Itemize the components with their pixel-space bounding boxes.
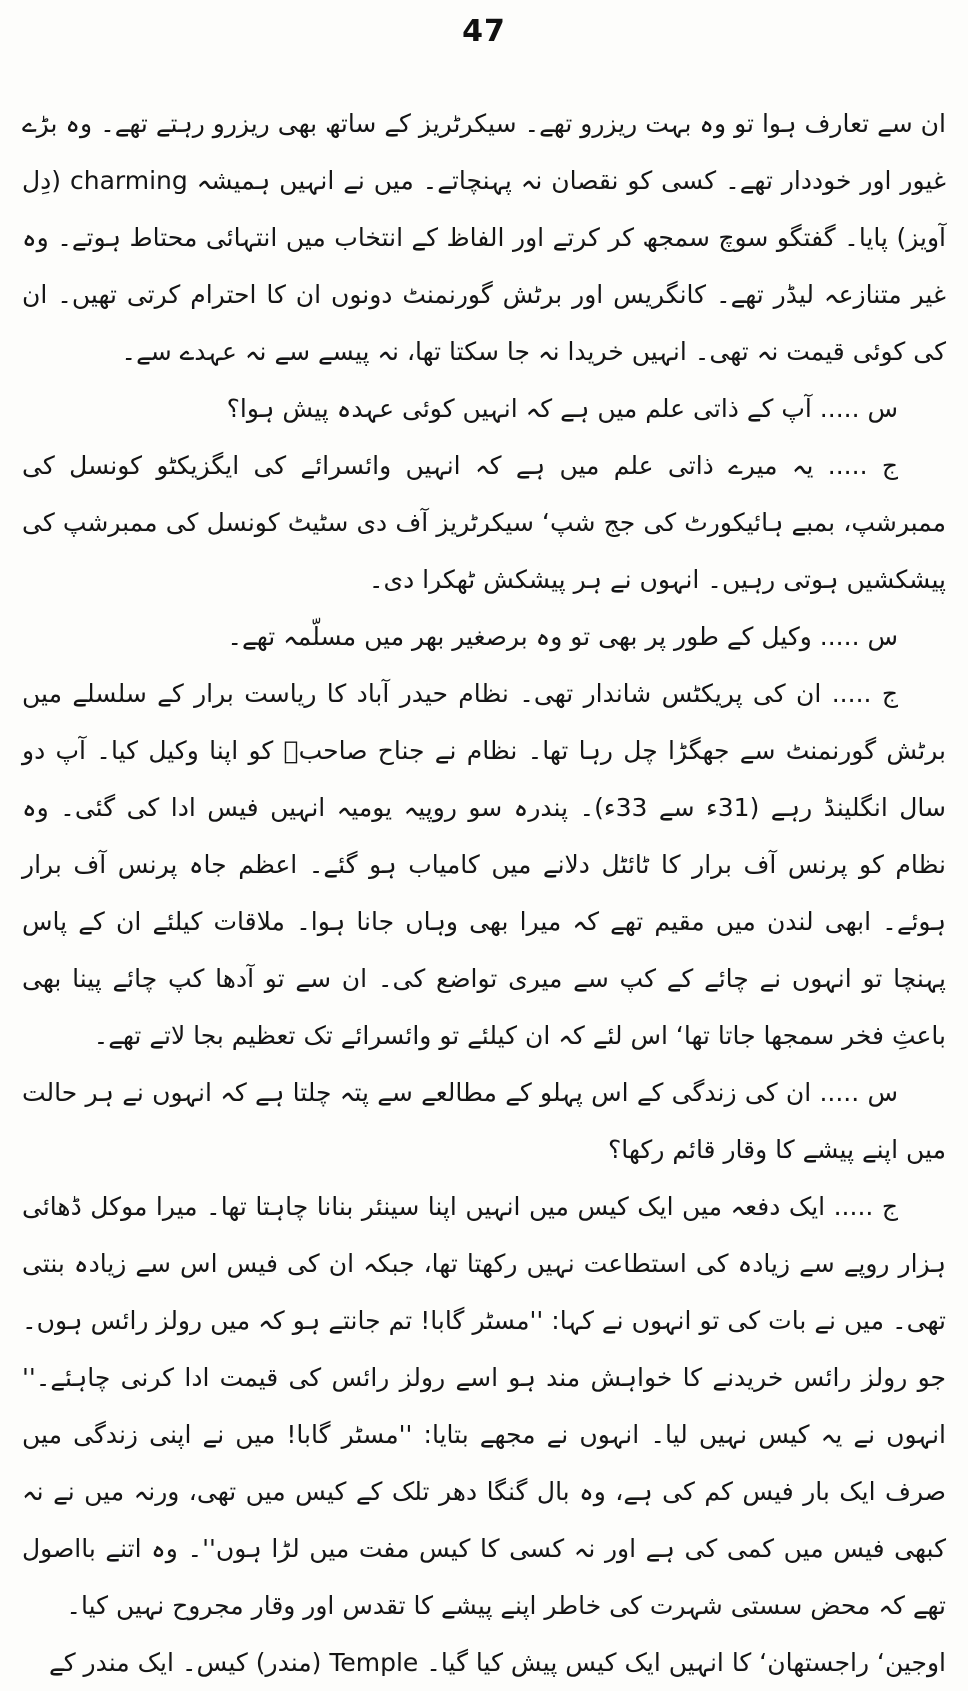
paragraph-answer: ج ..... یہ میرے ذاتی علم میں ہے کہ انہیں وائسرائے کی ایگزیکٹو کونسل کی ممبرشپ، بمبے ہائیکورٹ کی جج شپ‘ سیکرٹریز آف دی سٹیٹ کونسل کی ممبرشپ کی پیشکشیں ہوتی رہیں۔ انہوں نے ہر پیشکش ٹھکرا دی۔ bbox=[22, 451, 946, 594]
page-number: 47 bbox=[462, 14, 506, 49]
paragraph-continuation: اوجین‘ راجستھان‘ کا انہیں ایک کیس پیش کیا گیا۔ Temple (مندر) کیس۔ ایک مندر کے bbox=[49, 1648, 946, 1677]
paragraph-question: س ..... آپ کے ذاتی علم میں ہے کہ انہیں کوئی عہدہ پیش ہوا؟ bbox=[226, 394, 898, 423]
paragraph-answer: ج ..... ایک دفعہ میں ایک کیس میں انہیں اپنا سینئر بنانا چاہتا تھا۔ میرا موکل ڈھائی ہزار روپے سے زیادہ کی استطاعت نہیں رکھتا تھا، جبکہ ان کی فیس اس سے زیادہ بنتی تھی۔ میں نے بات کی تو انہوں نے کہا: ''مسٹر گابا! تم جانتے ہو کہ میں رولز رائس ہوں۔ جو رولز رائس خریدنے کا خواہش مند ہو اسے رولز رائس کی قیمت ادا کرنی چاہئے۔'' انہوں نے یہ کیس نہیں لیا۔ انہوں نے مجھے بتایا: ''مسٹر گابا! میں نے اپنی زندگی میں صرف ایک بار فیس کم کی ہے، وہ بال گنگا دھر تلک کے کیس میں تھی، ورنہ میں نے نہ کبھی فیس میں کمی کی ہے اور نہ کسی کا کیس مفت میں لڑا ہوں''۔ وہ اتنے بااصول تھے کہ محض سستی شہرت کی خاطر اپنے پیشے کا تقدس اور وقار مجروح نہیں کیا۔ bbox=[22, 1192, 946, 1620]
paragraph-question: س ..... ان کی زندگی کے اس پہلو کے مطالعے سے پتہ چلتا ہے کہ انہوں نے ہر حالت میں اپنے پیشے کا وقار قائم رکھا؟ bbox=[22, 1078, 946, 1164]
paragraph-continuation: ان سے تعارف ہوا تو وہ بہت ریزرو تھے۔ سیکرٹریز کے ساتھ بھی ریزرو رہتے تھے۔ وہ بڑے غیور اور خوددار تھے۔ کسی کو نقصان نہ پہنچاتے۔ میں نے انہیں ہمیشہ charming (دِل آویز) پایا۔ گفتگو سوچ سمجھ کر کرتے اور الفاظ کے انتخاب میں انتہائی محتاط ہوتے۔ وہ غیر متنازعہ لیڈر تھے۔ کانگریس اور برٹش گورنمنٹ دونوں ان کا احترام کرتی تھیں۔ ان کی کوئی قیمت نہ تھی۔ انہیں خریدا نہ جا سکتا تھا، نہ پیسے سے نہ عہدے سے۔ bbox=[22, 109, 947, 366]
paragraph-answer: ج ..... ان کی پریکٹس شاندار تھی۔ نظام حیدر آباد کا ریاست برار کے سلسلے میں برٹش گورنمنٹ سے جھگڑا چل رہا تھا۔ نظام نے جناح صاحبؒ کو اپنا وکیل کیا۔ آپ دو سال انگلینڈ رہے (31ء سے 33ء)۔ پندرہ سو روپیہ یومیہ انہیں فیس ادا کی گئی۔ وہ نظام کو پرنس آف برار کا ٹائٹل دلانے میں کامیاب ہو گئے۔ اعظم جاہ پرنس آف برار ہوئے۔ ابھی لندن میں مقیم تھے کہ میرا بھی وہاں جانا ہوا۔ ملاقات کیلئے ان کے پاس پہنچا تو انہوں نے چائے کے کپ سے میری تواضع کی۔ ان سے تو آدھا کپ چائے پینا بھی باعثِ فخر سمجھا جاتا تھا‘ اس لئے کہ ان کیلئے تو وائسرائے تک تعظیم بجا لاتے تھے۔ bbox=[22, 679, 946, 1050]
paragraph-question: س ..... وکیل کے طور پر بھی تو وہ برصغیر بھر میں مسلّمہ تھے۔ bbox=[227, 622, 898, 651]
text-body bbox=[22, 95, 946, 1691]
